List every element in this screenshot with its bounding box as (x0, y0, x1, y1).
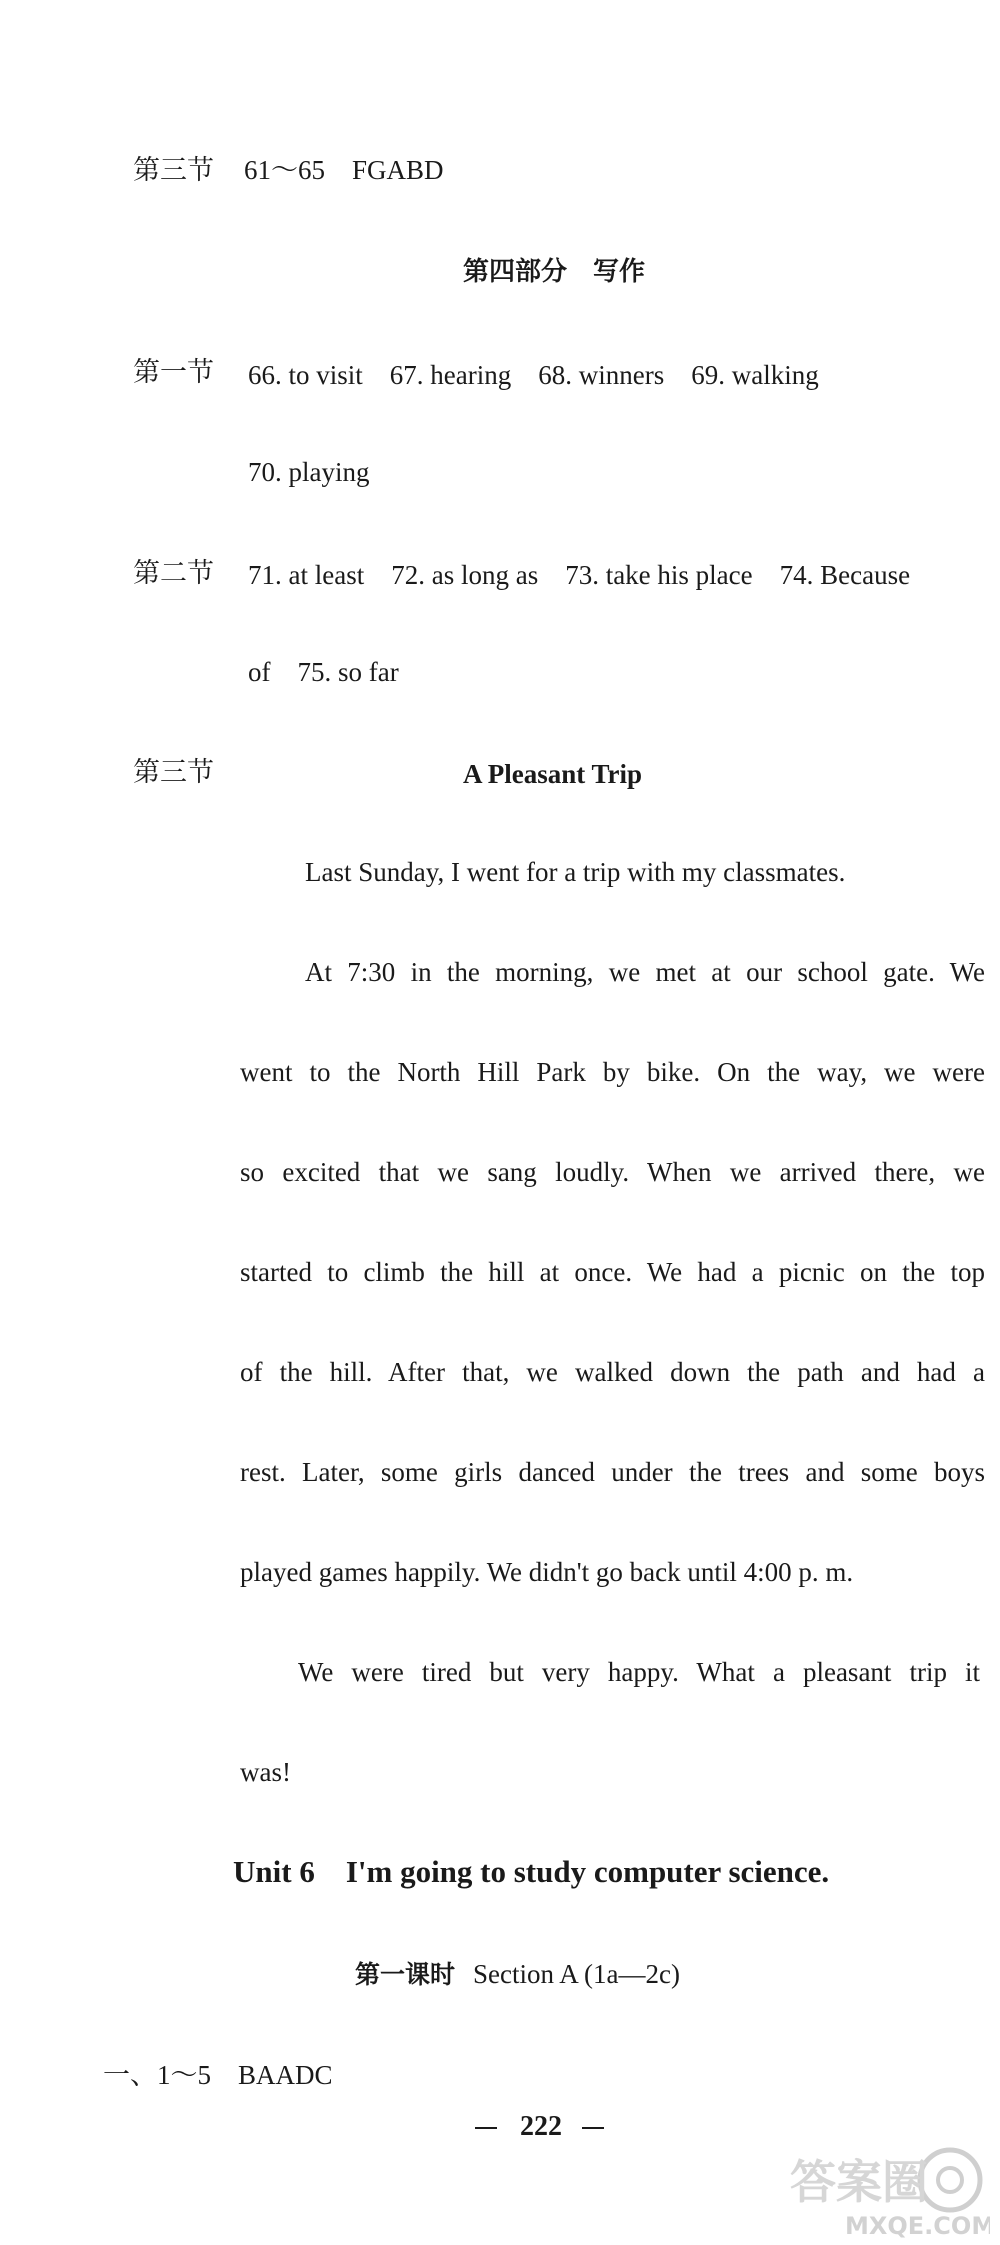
essay-line: rest. Later, some girls danced under the trees and some boys (240, 1457, 985, 1487)
answer-text: 61～65 FGABD (244, 155, 444, 185)
essay-line: We were tired but very happy. What a pleasant trip it (298, 1657, 980, 1687)
unit-title: Unit 6 I'm going to study computer science. (233, 1854, 830, 1889)
answer-line: 70. playing (248, 457, 370, 487)
essay-line: of the hill. After that, we walked down the path and had a (240, 1357, 985, 1387)
essay-line: Last Sunday, I went for a trip with my classmates. (305, 857, 846, 887)
answer-line: 71. at least 72. as long as 73. take his place 74. Because (248, 560, 911, 590)
lesson-label: 第一课时 (355, 1960, 456, 1989)
watermark-logo (785, 2140, 990, 2240)
answer-line: of 75. so far (248, 657, 399, 687)
watermark-url: MXQE.COM (845, 2212, 990, 2240)
essay-line: started to climb the hill at once. We had a picnic on the top (240, 1257, 985, 1287)
page-number-dash-left (475, 2127, 497, 2129)
section-label: 第三节 (133, 757, 214, 787)
essay-line: went to the North Hill Park by bike. On the way, we were (240, 1057, 985, 1087)
section-label: 第三节 (133, 155, 214, 185)
watermark-icon (785, 2140, 990, 2240)
essay-line: so excited that we sang loudly. When we arrived there, we (240, 1157, 985, 1187)
section-label: 第一节 (133, 357, 214, 387)
part3-section3-line (133, 153, 444, 187)
essay-title: A Pleasant Trip (463, 759, 643, 789)
answer-line: 66. to visit 67. hearing 68. winners 69. walking (248, 360, 819, 390)
part4-heading: 第四部分 写作 (463, 257, 646, 287)
watermark-text: 答案圈 (790, 2155, 928, 2209)
question-1-answers: 一、1～5 BAADC (103, 2060, 333, 2090)
section-label: 第二节 (133, 558, 214, 588)
lesson-line (355, 1957, 680, 1992)
essay-line: At 7:30 in the morning, we met at our school gate. We (305, 957, 985, 987)
page-number: 222 (520, 2111, 562, 2142)
section-range: Section A (1a—2c) (473, 1959, 680, 1989)
essay-line: played games happily. We didn't go back until 4:00 p. m. (240, 1557, 854, 1587)
essay-line: was! (240, 1757, 291, 1787)
page-number-dash-right (582, 2127, 604, 2129)
